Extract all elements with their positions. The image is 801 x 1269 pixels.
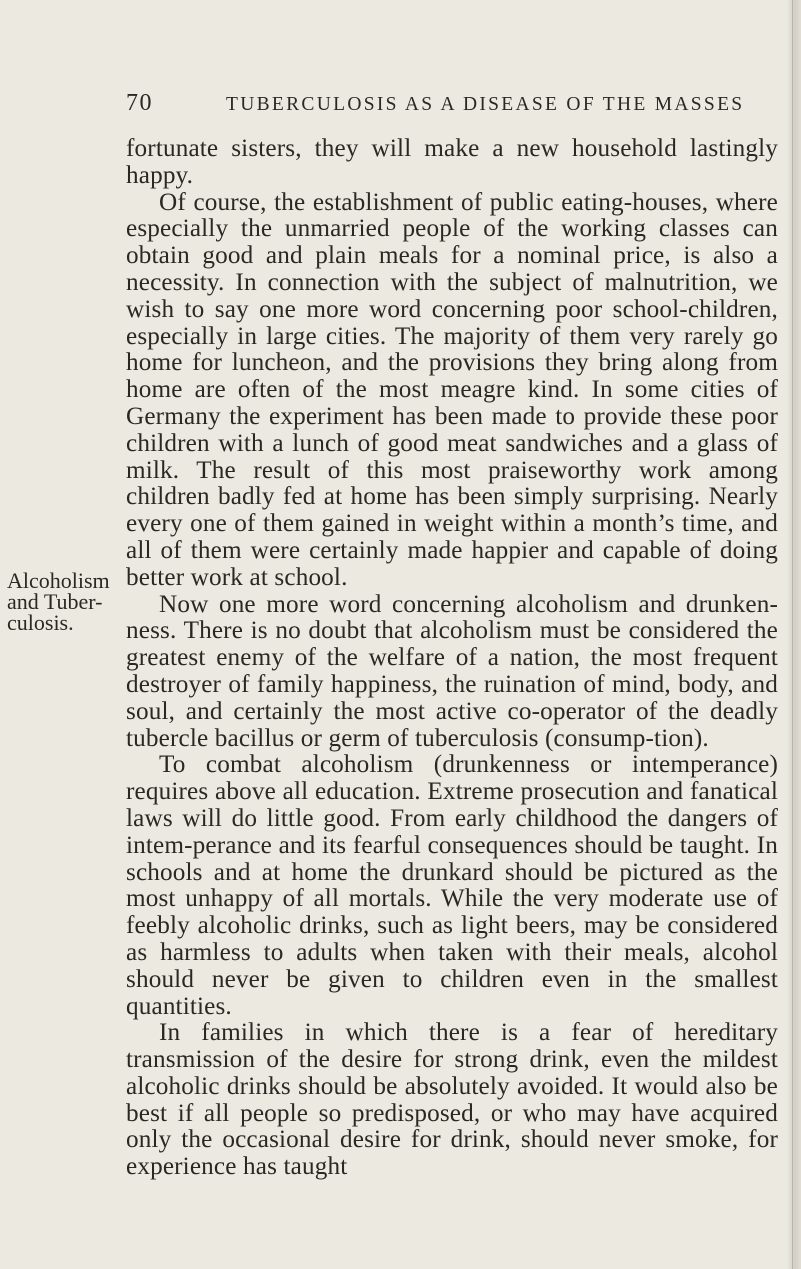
page-number: 70 (126, 90, 153, 116)
margin-note-line: culosis. (7, 610, 74, 635)
margin-note-line: and Tuber- (7, 589, 103, 614)
running-head: TUBERCULOSIS AS A DISEASE OF THE MASSES (226, 94, 745, 115)
paragraph: In families in which there is a fear of hereditary transmission of the desire for strong drink, even the mildest alcoholic drinks should be absolutely avoided. It would also be best if all people so predisposed, or who may have acquired only the occasional desire for drink, should never smoke, for experience has taught (126, 1019, 778, 1181)
paragraph: Now one more word concerning alcoholism and drunken-ness. There is no doubt that alcoholism must be considered the greatest enemy of the welfare of a nation, the most frequent destroyer of family happiness, the ruination of mind, body, and soul, and certainly the most active co-operator of the deadly tubercle bacillus or germ of tuberculosis (consump-tion). (126, 590, 778, 752)
page-edge-line (792, 0, 793, 1269)
paragraph: fortunate sisters, they will make a new household lastingly happy. (126, 135, 778, 189)
page-edge-shadow (787, 0, 801, 1269)
margin-note-line: Alcoholism (7, 568, 110, 593)
body-text (126, 136, 778, 1181)
margin-note (7, 570, 117, 633)
paragraph: To combat alcoholism (drunkenness or intemperance) requires above all education. Extreme prosecution and fanatical laws will do little good. From early childhood the dangers of intem-perance and its fearful consequences should be taught. In schools and at home the drunkard should be pictured as the most unhappy of all mortals. While the very moderate use of feebly alcoholic drinks, such as light beers, may be considered as harmless to adults when taken with their meals, alcohol should never be given to children even in the smallest quantities. (126, 751, 778, 1020)
page-header (126, 90, 745, 120)
paragraph: Of course, the establishment of public eating-houses, where especially the unmarried people of the working classes can obtain good and plain meals for a nominal price, is also a necessity. In connection with the subject of malnutrition, we wish to say one more word concerning poor school-children, especially in large cities. The majority of them very rarely go home for luncheon, and the provisions they bring along from home are often of the most meagre kind. In some cities of Germany the experiment has been made to provide these poor children with a lunch of good meat sandwiches and a glass of milk. The result of this most praiseworthy work among children badly fed at home has been simply surprising. Nearly every one of them gained in weight within a month’s time, and all of them were certainly made happier and capable of doing better work at school. (126, 188, 778, 591)
